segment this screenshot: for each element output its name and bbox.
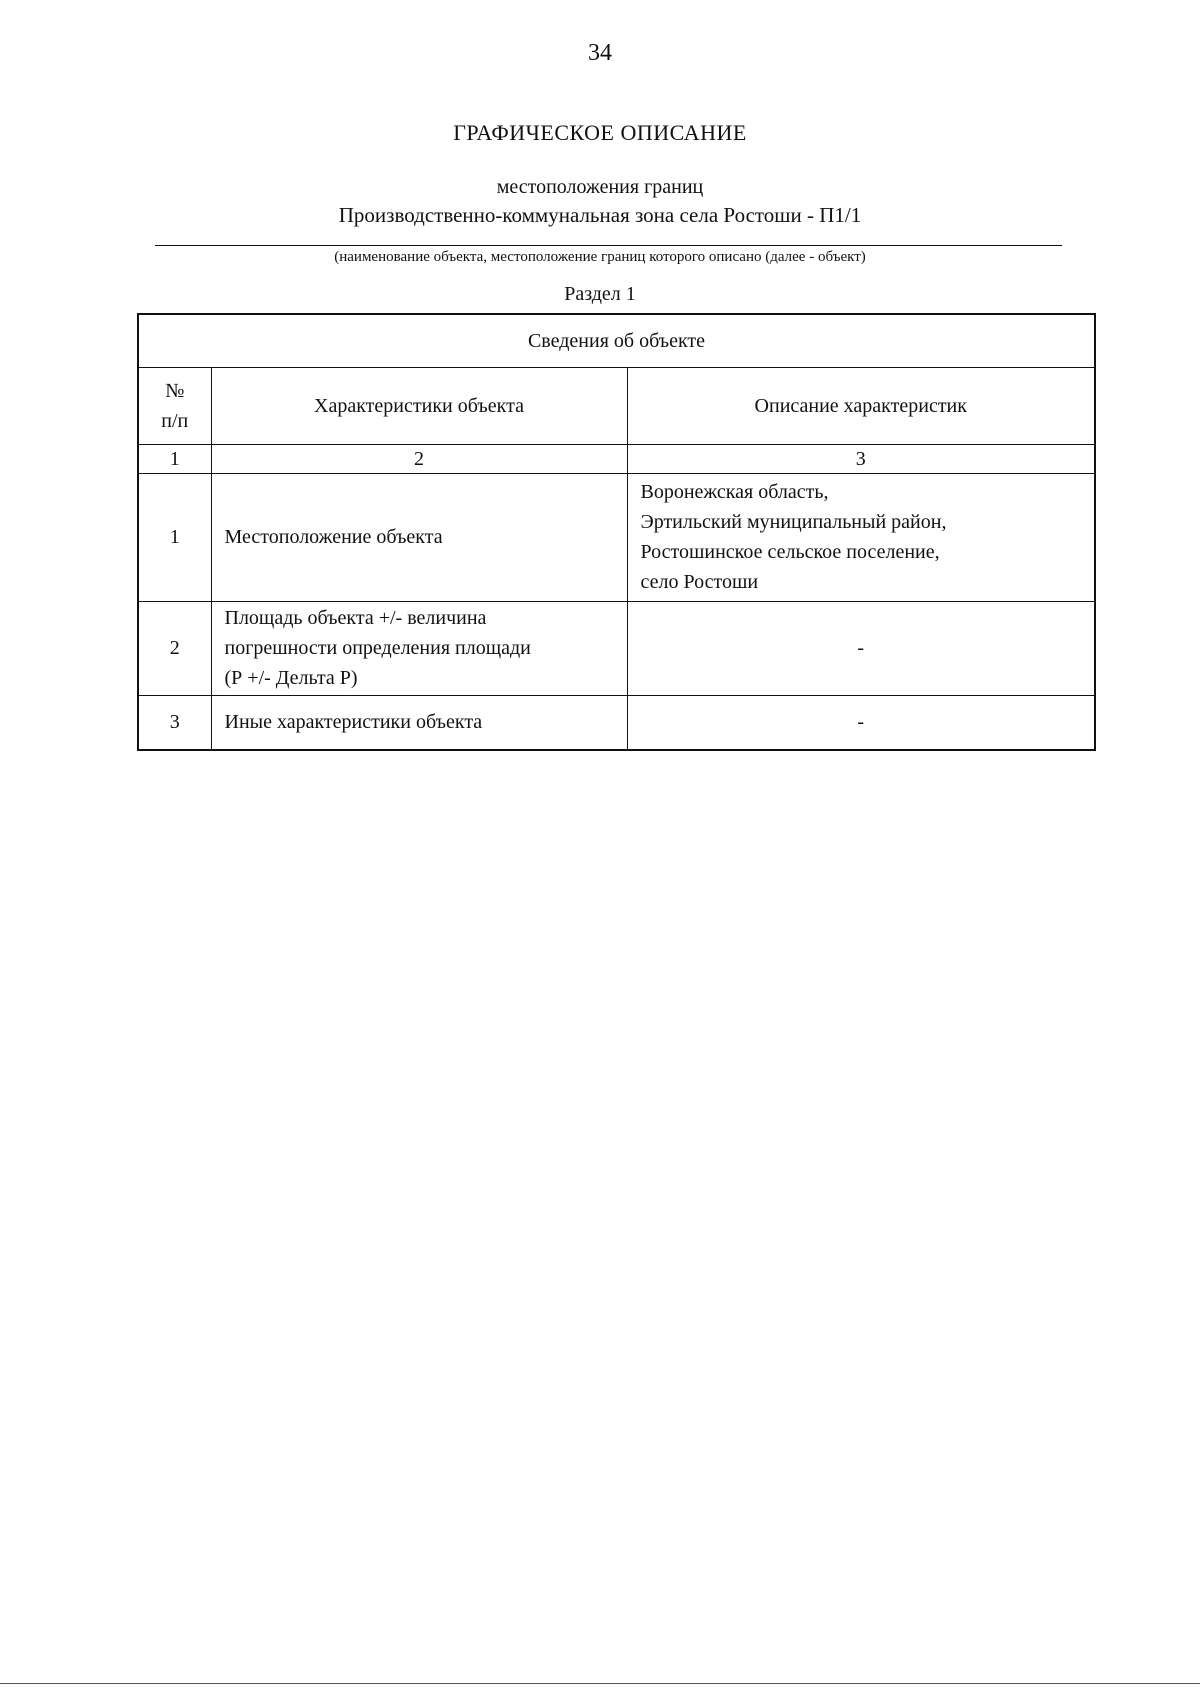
object-info-table [137,313,1096,751]
page-bottom-rule [0,1683,1200,1684]
row-description-line: село Ростоши [640,571,759,593]
header-number-line: № [165,379,185,402]
row-description-line: Воронежская область, [640,481,829,503]
row-characteristic-line: (Р +/- Дельта Р) [224,667,358,689]
header-characteristic: Характеристики объекта [211,367,627,444]
section-label: Раздел 1 [564,283,636,305]
object-name-caption: (наименование объекта, местоположение границ которого описано (далее - объект) [334,249,866,265]
column-number-3: 3 [627,444,1095,473]
row-description-line: - [857,711,865,734]
object-name: Производственно-коммунальная зона села Ростоши - П1/1 [338,203,862,227]
row-number: 3 [138,695,211,750]
row-description-line: - [857,637,865,659]
column-number-2: 2 [211,444,627,473]
header-number-line: п/п [161,409,189,432]
table-row [138,695,1095,750]
row-number: 1 [138,473,211,601]
table-row [138,601,1095,695]
row-characteristic-line: Иные характеристики объекта [224,711,483,734]
header-description: Описание характеристик [627,367,1095,444]
row-characteristic [211,601,627,695]
row-characteristic-line: Местоположение объекта [224,526,443,548]
table-row [138,473,1095,601]
document-title: ГРАФИЧЕСКОЕ ОПИСАНИЕ [453,120,747,145]
row-characteristic [211,473,627,601]
row-description-line: Эртильский муниципальный район, [640,511,947,533]
column-number-1: 1 [138,444,211,473]
row-characteristic-line: погрешности определения площади [224,637,531,659]
row-number: 2 [138,601,211,695]
row-description [627,473,1095,601]
row-characteristic-line: Площадь объекта +/- величина [224,607,487,629]
object-name-underline [155,245,1062,246]
row-description [627,601,1095,695]
row-description [627,695,1095,750]
header-number [138,367,211,444]
document-subtitle: местоположения границ [496,176,704,198]
page-number: 34 [588,40,612,66]
row-characteristic [211,695,627,750]
table-caption: Сведения об объекте [138,314,1095,367]
row-description-line: Ростошинское сельское поселение, [640,541,940,563]
